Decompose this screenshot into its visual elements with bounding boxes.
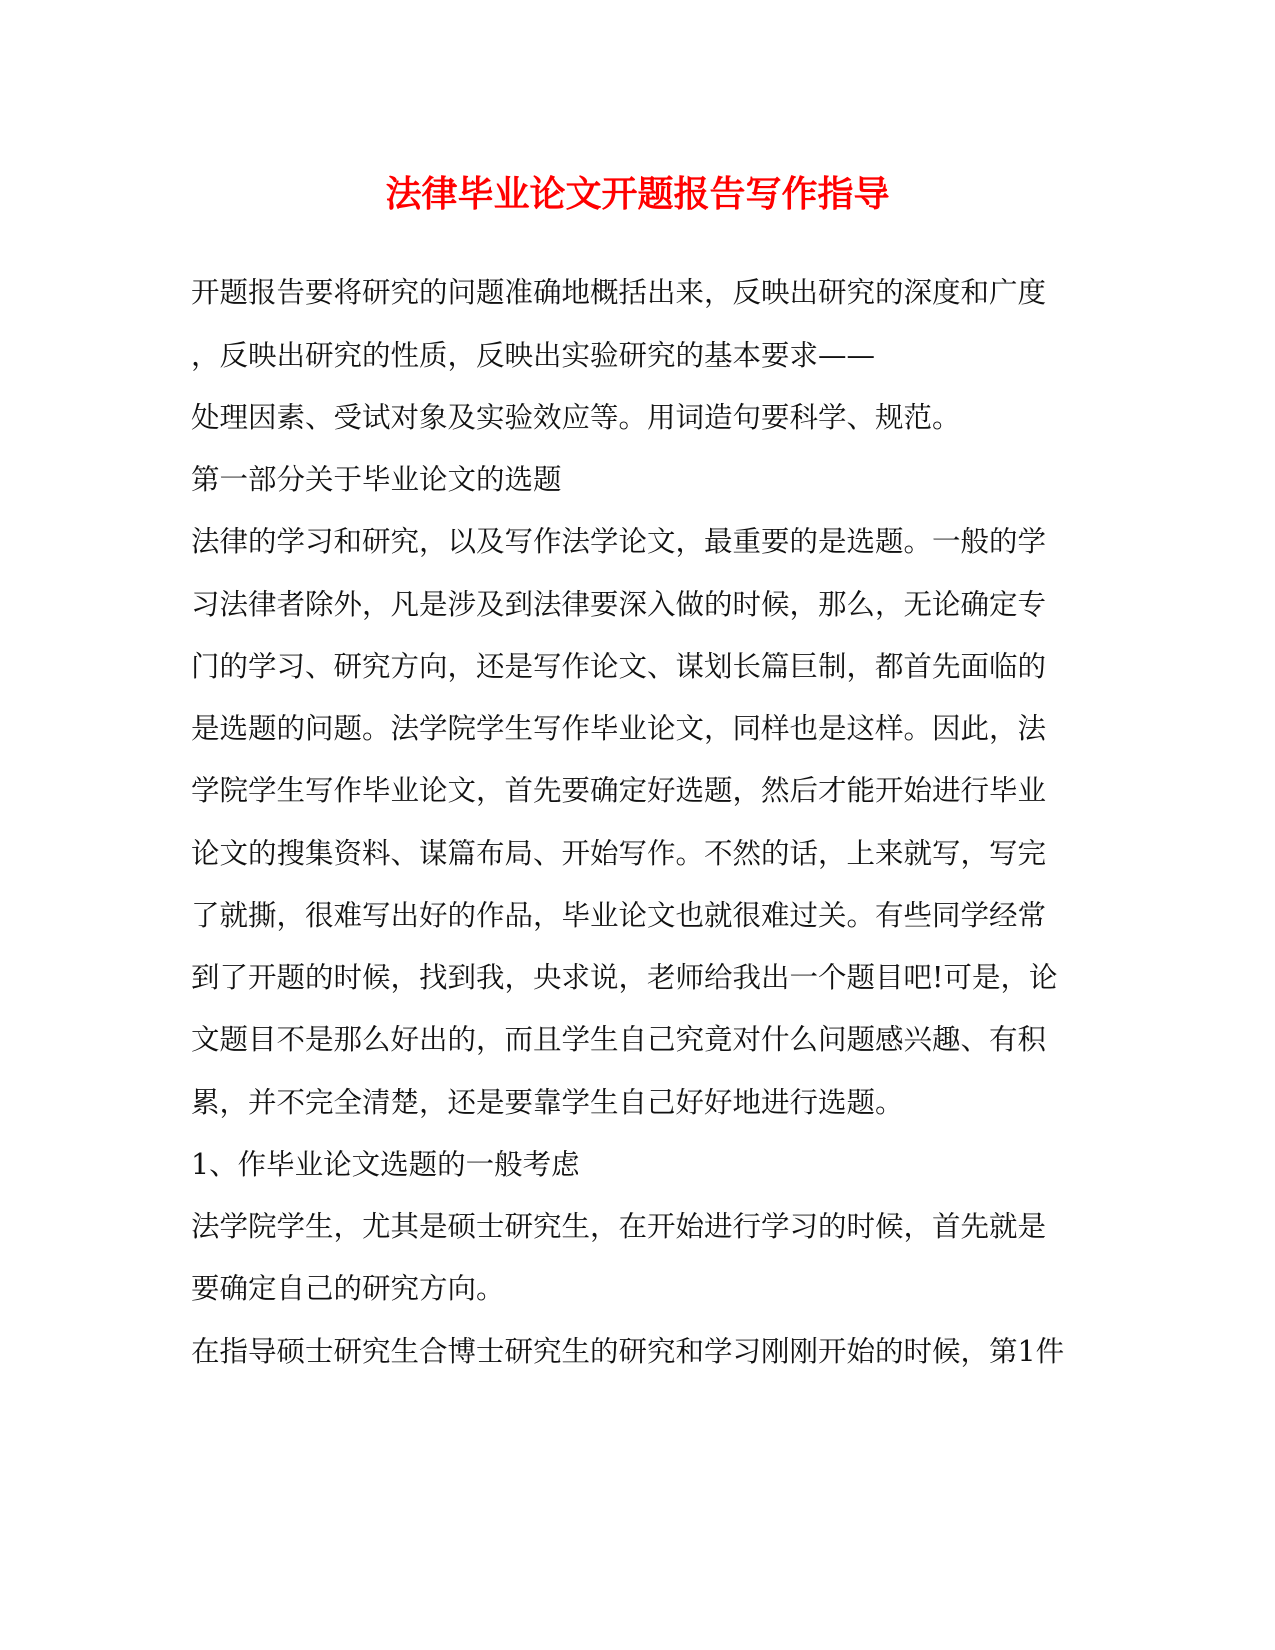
body-line: 要确定自己的研究方向。 — [191, 1272, 505, 1305]
body-line: 了就撕，很难写出好的作品，毕业论文也就很难过关。有些同学经常 — [191, 899, 1047, 932]
body-line: ，反映出研究的性质，反映出实验研究的基本要求—— — [191, 339, 876, 372]
body-line: 习法律者除外，凡是涉及到法律要深入做的时候，那么，无论确定专 — [191, 588, 1047, 621]
body-line: 累，并不完全清楚，还是要靠学生自己好好地进行选题。 — [191, 1086, 904, 1119]
body-line: 法律的学习和研究，以及写作法学论文，最重要的是选题。一般的学 — [191, 525, 1047, 558]
body-line: 到了开题的时候，找到我，央求说，老师给我出一个题目吧!可是，论 — [191, 961, 1058, 994]
body-line: 论文的搜集资料、谋篇布局、开始写作。不然的话，上来就写，写完 — [191, 837, 1047, 870]
body-line: 学院学生写作毕业论文，首先要确定好选题，然后才能开始进行毕业 — [191, 774, 1047, 807]
body-line: 法学院学生，尤其是硕士研究生，在开始进行学习的时候，首先就是 — [191, 1210, 1047, 1243]
body-line: 文题目不是那么好出的，而且学生自己究竟对什么问题感兴趣、有积 — [191, 1023, 1047, 1056]
body-line: 在指导硕士研究生合博士研究生的研究和学习刚刚开始的时候，第1件 — [191, 1335, 1065, 1368]
body-line: 门的学习、研究方向，还是写作论文、谋划长篇巨制，都首先面临的 — [191, 650, 1047, 683]
body-line: 开题报告要将研究的问题准确地概括出来，反映出研究的深度和广度 — [191, 276, 1047, 309]
document-title: 法律毕业论文开题报告写作指导 — [385, 173, 890, 215]
section-heading: 第一部分关于毕业论文的选题 — [191, 463, 562, 496]
subsection-heading: 1、作毕业论文选题的一般考虑 — [191, 1148, 580, 1181]
body-line: 是选题的问题。法学院学生写作毕业论文，同样也是这样。因此，法 — [191, 712, 1047, 745]
body-line: 处理因素、受试对象及实验效应等。用词造句要科学、规范。 — [191, 401, 961, 434]
